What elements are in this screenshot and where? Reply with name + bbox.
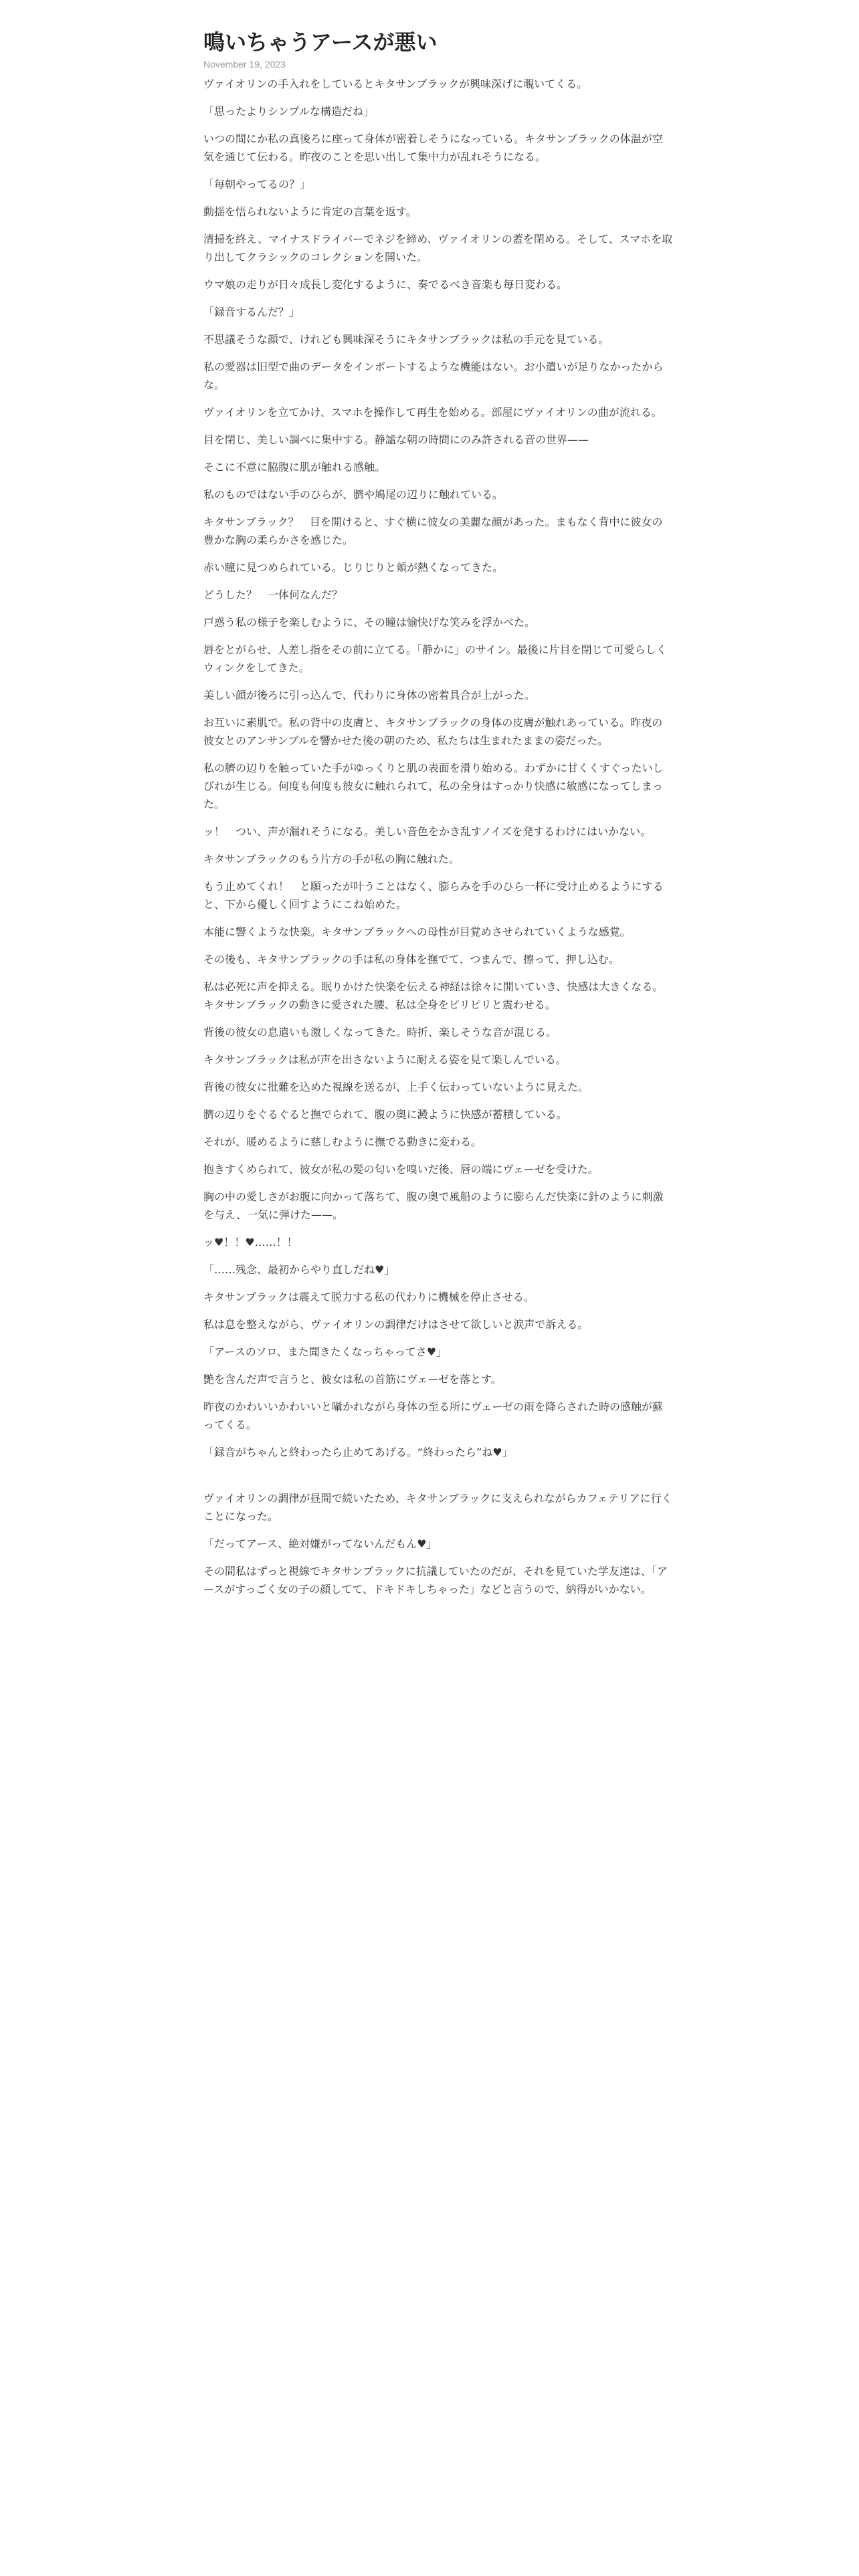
paragraph: 昨夜のかわいいかわいいと囁かれながら身体の至る所にヴェーゼの雨を降らされた時の感触が蘇ってくる。 (203, 1400, 664, 1431)
paragraph: もう止めてくれ！ と願ったが叶うことはなく、膨らみを手のひら一杯に受け止めるようにすると、下から優しく回すようにこね始めた。 (203, 880, 664, 911)
paragraph: 背後の彼女に批難を込めた視線を送るが、上手く伝わっていないように見えた。 (203, 1081, 589, 1093)
section-break (203, 1471, 673, 1489)
paragraph: 清掃を終え、マイナスドライバーでネジを締め、ヴァイオリンの蓋を閉める。そして、スマホを取り出してクラシックのコレクションを開いた。 (203, 233, 673, 263)
paragraph: 「……残念、最初からやり直しだね♥」 (203, 1263, 395, 1276)
paragraph: 私のものではない手のひらが、臍や鳩尾の辺りに触れている。 (203, 488, 504, 501)
paragraph: そこに不意に脇腹に肌が触れる感触。 (203, 461, 386, 473)
paragraph: 胸の中の愛しさがお腹に向かって落ちて、腹の奥で風船のように膨らんだ快楽に針のように刺激を与え、一気に弾けた——。 (203, 1190, 664, 1221)
post-body (203, 75, 673, 1461)
paragraph: どうした？ 一体何なんだ？ (203, 588, 343, 601)
paragraph: キタサンブラックのもう片方の手が私の胸に触れた。 (203, 853, 460, 865)
paragraph: 戸惑う私の様子を楽しむように、その瞳は愉快げな笑みを浮かべた。 (203, 616, 536, 629)
paragraph: 赤い瞳に見つめられている。じりじりと頬が熱くなってきた。 (203, 561, 504, 574)
paragraph: 不思議そうな顔で、けれども興味深そうにキタサンブラックは私の手元を見ている。 (203, 333, 609, 346)
paragraph: キタサンブラックは私が声を出さないように耐える姿を見て楽しんでいる。 (203, 1053, 567, 1066)
paragraph: ッ！ つい、声が漏れそうになる。美しい音色をかき乱すノイズを発するわけにはいかない。 (203, 825, 652, 838)
paragraph: ヴァイオリンを立てかけ、スマホを操作して再生を始める。部屋にヴァイオリンの曲が流れる。 (203, 406, 662, 419)
paragraph: 艶を含んだ声で言うと、彼女は私の首筋にヴェーゼを落とす。 (203, 1373, 502, 1386)
paragraph: その後も、キタサンブラックの手は私の身体を撫でて、つまんで、擦って、押し込む。 (203, 953, 619, 966)
paragraph: 動揺を悟られないように肯定の言葉を返す。 (203, 205, 417, 218)
paragraph: 「思ったよりシンプルな構造だね」 (203, 105, 374, 118)
paragraph: 「毎朝やってるの？」 (203, 178, 311, 191)
paragraph: 抱きすくめられて、彼女が私の髪の匂いを嗅いだ後、唇の端にヴェーゼを受けた。 (203, 1163, 599, 1176)
paragraph: 本能に響くような快楽。キタサンブラックへの母性が目覚めさせられていくような感覚。 (203, 926, 631, 938)
post-body-continued (203, 1489, 673, 1598)
paragraph: ヴァイオリンの調律が昼間で続いたため、キタサンブラックに支えられながらカフェテリアに行くことになった。 (203, 1492, 672, 1523)
paragraph: 「録音するんだ？」 (203, 306, 300, 318)
paragraph: 私の愛器は旧型で曲のデータをインポートするような機能はない。お小遣いが足りなかったからな。 (203, 360, 664, 391)
paragraph: 「録音がちゃんと終わったら止めてあげる。“終わったら”ね♥」 (203, 1446, 513, 1459)
paragraph: お互いに素肌で。私の背中の皮膚と、キタサンブラックの身体の皮膚が触れあっている。昨夜の彼女とのアンサンブルを響かせた後の朝のため、私たちは生まれたままの姿だった。 (203, 716, 663, 747)
paragraph: いつの間にか私の真後ろに座って身体が密着しそうになっている。キタサンブラックの体温が空気を通じて伝わる。昨夜のことを思い出して集中力が乱れそうになる。 (203, 132, 663, 163)
paragraph: 臍の辺りをぐるぐると撫でられて、腹の奥に澱ように快感が蓄積している。 (203, 1108, 567, 1121)
paragraph: その間私はずっと視線でキタサンブラックに抗議していたのだが、それを見ていた学友達は、「アースがすっごく女の子の顔してて、ドキドキしちゃった」などと言うので、納得がいかない。 (203, 1565, 668, 1596)
paragraph: 私は息を整えながら、ヴァイオリンの調律だけはさせて欲しいと涙声で訴える。 (203, 1318, 589, 1331)
paragraph: 私は必死に声を抑える。眠りかけた快楽を伝える神経は徐々に開いていき、快感は大きくなる。キタサンブラックの動きに愛された腰、私は全身をピリピリと震わせる。 (203, 980, 664, 1011)
paragraph: ウマ娘の走りが日々成長し変化するように、奏でるべき音楽も毎日変わる。 (203, 278, 568, 291)
post-title: 鳴いちゃうアースが悪い (203, 29, 438, 55)
paragraph: 「アースのソロ、また聞きたくなっちゃってさ♥」 (203, 1346, 448, 1358)
paragraph: キタサンブラックは震えて脱力する私の代わりに機械を停止させる。 (203, 1291, 535, 1303)
blog-article (203, 27, 673, 1608)
paragraph: 背後の彼女の息遣いも激しくなってきた。時折、楽しそうな音が混じる。 (203, 1026, 557, 1039)
paragraph: ヴァイオリンの手入れをしているとキタサンブラックが興味深げに覗いてくる。 (203, 78, 588, 90)
paragraph: それが、暖めるように慈しむように撫でる動きに変わる。 (203, 1136, 482, 1148)
paragraph: 私の臍の辺りを触っていた手がゆっくりと肌の表面を滑り始める。わずかに甘くくすぐったいしびれが生じる。何度も何度も彼女に触れられて、私の全身はすっかり快感に敏感になってしまった。 (203, 762, 664, 811)
paragraph: 目を閉じ、美しい調べに集中する。静謐な朝の時間にのみ許される音の世界—— (203, 433, 589, 446)
paragraph: 「だってアース、絶対嫌がってないんだもん♥」 (203, 1537, 438, 1550)
paragraph: キタサンブラック？ 目を開けると、すぐ横に彼女の美麗な顔があった。まもなく背中に彼女の豊かな胸の柔らかさを感じた。 (203, 516, 663, 546)
paragraph: 唇をとがらせ、人差し指をその前に立てる。「静かに」のサイン。最後に片目を閉じて可愛らしくウィンクをしてきた。 (203, 643, 667, 674)
paragraph: ッ♥！！♥……！！ (203, 1236, 298, 1249)
paragraph: 美しい顔が後ろに引っ込んで、代わりに身体の密着具合が上がった。 (203, 689, 535, 702)
post-date: November 19, 2023 (203, 59, 286, 70)
